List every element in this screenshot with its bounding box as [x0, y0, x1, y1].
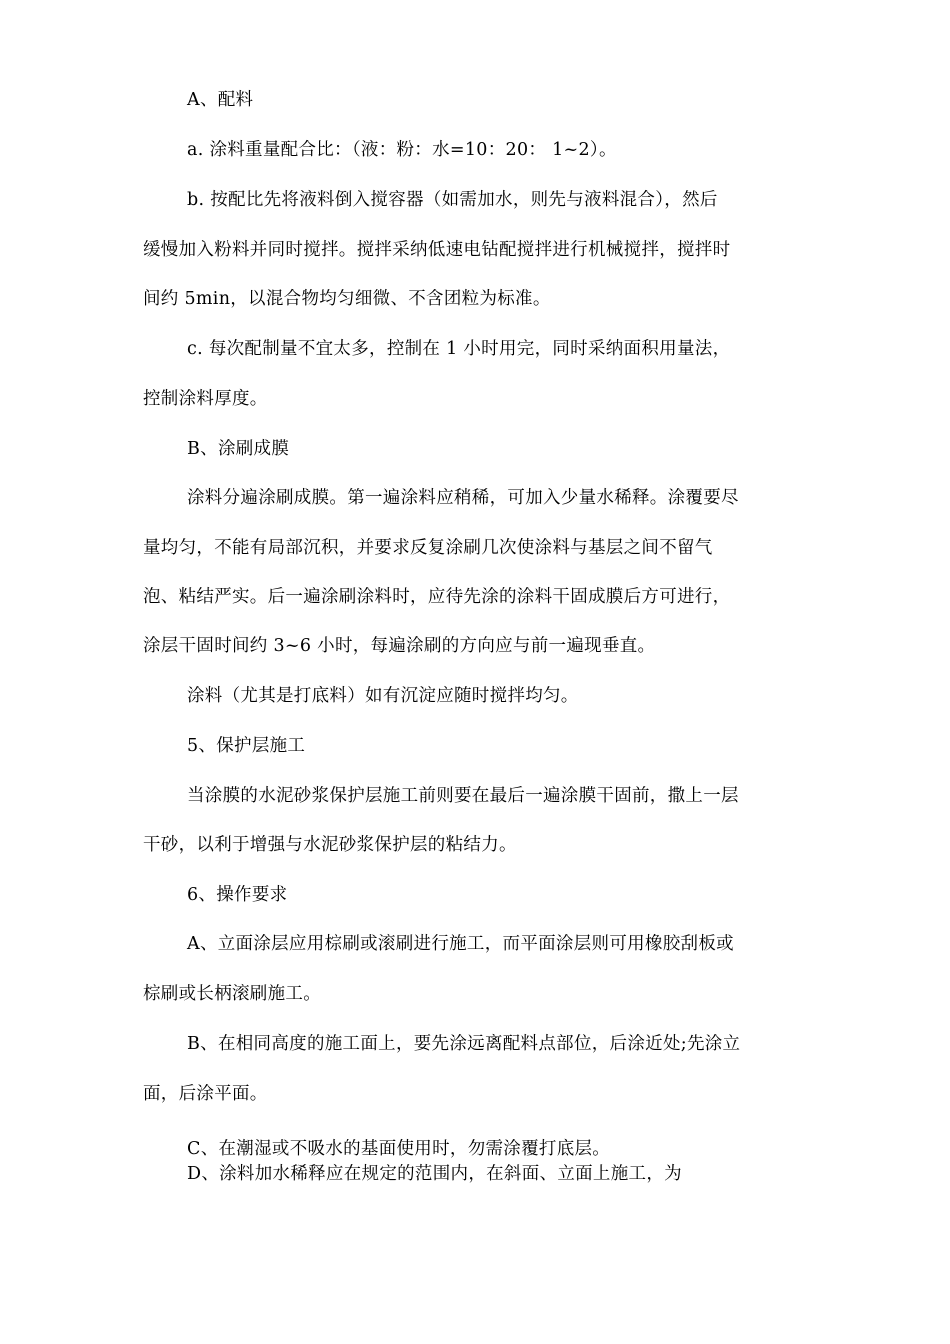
- paragraph-line: b. 按配比先将液料倒入搅容器（如需加水，则先与液料混合），然后: [187, 190, 718, 210]
- paragraph-line: 量均匀，不能有局部沉积，并要求反复涂刷几次使涂料与基层之间不留气: [143, 538, 713, 558]
- heading-b-brushing: B、涂刷成膜: [187, 439, 290, 459]
- paragraph-line: 间约 5min，以混合物均匀细微、不含团粒为标准。: [143, 289, 551, 309]
- paragraph-line: 控制涂料厚度。: [143, 389, 268, 409]
- paragraph-line: A、立面涂层应用棕刷或滚刷进行施工，而平面涂层则可用橡胶刮板或: [187, 934, 734, 954]
- paragraph-line: 面，后涂平面。: [143, 1084, 268, 1104]
- heading-a-mixing: A、配料: [187, 90, 254, 110]
- paragraph-line: D、涂料加水稀释应在规定的范围内，在斜面、立面上施工，为: [187, 1164, 682, 1184]
- heading-5-protection: 5、保护层施工: [187, 736, 306, 756]
- paragraph-line: a. 涂料重量配合比：（液：粉：水=10：20： 1~2）。: [187, 140, 617, 160]
- paragraph-line: 涂层干固时间约 3~6 小时，每遍涂刷的方向应与前一遍现垂直。: [143, 636, 656, 656]
- paragraph-line: c. 每次配制量不宜太多，控制在 1 小时用完，同时采纳面积用量法，: [187, 339, 731, 359]
- paragraph-line: 泡、粘结严实。后一遍涂刷涂料时，应待先涂的涂料干固成膜后方可进行，: [143, 587, 731, 607]
- paragraph-line: 涂料（尤其是打底料）如有沉淀应随时搅拌均匀。: [187, 686, 579, 706]
- paragraph-line: 干砂，以利于增强与水泥砂浆保护层的粘结力。: [143, 835, 517, 855]
- heading-6-requirements: 6、操作要求: [187, 885, 288, 905]
- paragraph-line: B、在相同高度的施工面上，要先涂远离配料点部位，后涂近处;先涂立: [187, 1034, 741, 1054]
- paragraph-line: C、在潮湿或不吸水的基面使用时，勿需涂覆打底层。: [187, 1139, 611, 1159]
- paragraph-line: 涂料分遍涂刷成膜。第一遍涂料应稍稀，可加入少量水稀释。涂覆要尽: [187, 488, 739, 508]
- paragraph-line: 当涂膜的水泥砂浆保护层施工前则要在最后一遍涂膜干固前，撒上一层: [187, 786, 739, 806]
- paragraph-line: 棕刷或长柄滚刷施工。: [143, 984, 321, 1004]
- paragraph-line: 缓慢加入粉料并同时搅拌。搅拌采纳低速电钻配搅拌进行机械搅拌，搅拌时: [143, 240, 731, 260]
